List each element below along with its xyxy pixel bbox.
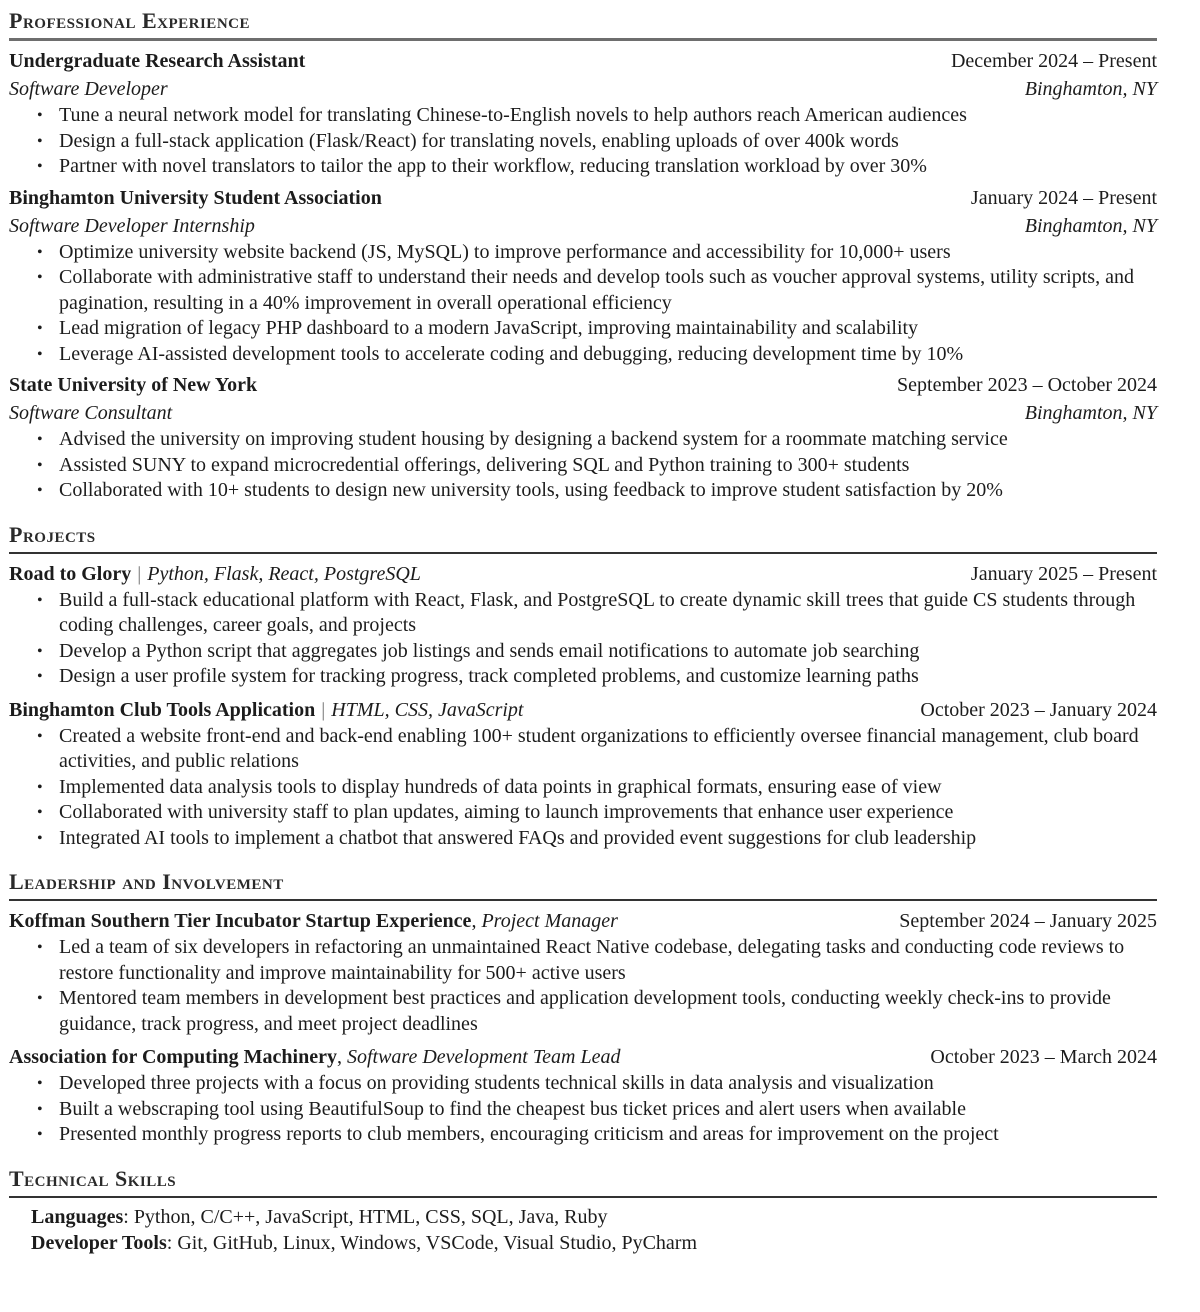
project-name: Binghamton Club Tools Application — [9, 698, 316, 721]
bullet-item: • Assisted SUNY to expand microcredential offerings, delivering SQL and Python training to 300+ students — [59, 453, 1157, 479]
entry-location: Binghamton, NY — [1024, 214, 1157, 237]
skills-list — [9, 1204, 1157, 1256]
section-skills — [9, 1166, 1157, 1256]
section-divider — [9, 552, 1157, 554]
section-divider — [9, 899, 1157, 901]
bullet-item: • Design a user profile system for tracking progress, track completed problems, and customize learning paths — [59, 664, 1157, 690]
bullet-item: • Leverage AI-assisted development tools to accelerate coding and debugging, reducing development time by 10% — [59, 342, 1157, 368]
entry-dates: September 2023 – October 2024 — [897, 374, 1157, 396]
entry-role: Project Manager — [481, 910, 618, 932]
bullet-item: • Built a webscraping tool using BeautifulSoup to find the cheapest bus ticket prices and alert users when available — [59, 1097, 1157, 1123]
skills-label: Developer Tools — [31, 1231, 167, 1254]
bullet-item: • Develop a Python script that aggregates job listings and sends email notifications to automate job searching — [59, 639, 1157, 665]
bullet-item: • Lead migration of legacy PHP dashboard to a modern JavaScript, improving maintainability and scalability — [59, 316, 1157, 342]
skills-value: Python, C/C++, JavaScript, HTML, CSS, SQL, Java, Ruby — [133, 1205, 608, 1228]
entry-header: Association for Computing Machinery, Software Development Team Lead October 2023 – March 2024 — [9, 1043, 1157, 1071]
entry-subheader — [9, 212, 1157, 240]
experience-entry — [9, 371, 1157, 504]
entry-role: Software Developer — [9, 78, 168, 100]
bullet-item: • Led a team of six developers in refactoring an unmaintained React Native codebase, delegating tasks and conducting code reviews to restore functionality and improve maintainability for 500+ active users — [59, 935, 1157, 986]
bullet-item: • Presented monthly progress reports to club members, encouraging criticism and areas for improvement on the project — [59, 1122, 1157, 1148]
bullet-item: • Created a website front-end and back-end enabling 100+ student organizations to efficiently oversee financial management, club board activities, and public relations — [59, 724, 1157, 775]
entry-header — [9, 560, 1157, 588]
bullet-item: • Developed three projects with a focus on providing students technical skills in data analysis and visualization — [59, 1071, 1157, 1097]
project-tech: HTML, CSS, JavaScript — [331, 698, 524, 721]
entry-dates: December 2024 – Present — [950, 50, 1157, 72]
entry-org: Koffman Southern Tier Incubator Startup Experience — [9, 910, 472, 932]
bullet-item: • Collaborate with administrative staff to understand their needs and develop tools such as voucher approval systems, utility scripts, and pagination, resulting in a 40% improvement in overall operational efficiency — [59, 265, 1157, 316]
entry-location: Binghamton, NY — [1024, 402, 1157, 424]
section-title: Technical Skills — [9, 1165, 177, 1191]
entry-location: Binghamton, NY — [1024, 78, 1157, 100]
skills-label: Languages — [31, 1205, 124, 1228]
bullet-item: • Optimize university website backend (JS, MySQL) to improve performance and accessibility for 10,000+ users — [59, 240, 1157, 266]
section-divider — [9, 1196, 1157, 1198]
leadership-entry — [9, 907, 1157, 1037]
section-projects — [9, 522, 1157, 852]
entry-header — [9, 184, 1157, 212]
skills-row: Languages: Python, C/C++, JavaScript, HTML, CSS, SQL, Java, Ruby — [31, 1205, 608, 1228]
bullet-list — [9, 1071, 1157, 1148]
bullet-list — [9, 427, 1157, 504]
entry-role: Software Developer Internship — [9, 214, 255, 237]
entry-header: Koffman Southern Tier Incubator Startup Experience, Project Manager September 2024 – January 2025 — [9, 907, 1157, 935]
bullet-item: • Build a full-stack educational platform with React, Flask, and PostgreSQL to create dynamic skill trees that guide CS students through coding challenges, career goals, and projects — [59, 588, 1157, 639]
skills-value: Git, GitHub, Linux, Windows, VSCode, Visual Studio, PyCharm — [177, 1231, 698, 1254]
bullet-item: • Integrated AI tools to implement a chatbot that answered FAQs and provided event suggestions for club leadership — [59, 826, 1157, 852]
entry-header — [9, 47, 1157, 75]
entry-dates: October 2023 – March 2024 — [930, 1046, 1157, 1068]
skills-row: Developer Tools: Git, GitHub, Linux, Windows, VSCode, Visual Studio, PyCharm — [31, 1231, 698, 1254]
entry-org: Binghamton University Student Association — [9, 186, 382, 209]
separator: | — [137, 562, 142, 585]
leadership-entry — [9, 1043, 1157, 1148]
bullet-list — [9, 103, 1157, 180]
entry-dates: January 2024 – Present — [970, 186, 1157, 209]
section-title: Professional Experience — [9, 8, 250, 33]
bullet-list — [9, 935, 1157, 1037]
bullet-item: • Mentored team members in development best practices and application development tools, conducting weekly check-ins to provide guidance, track progress, and meet project deadlines — [59, 986, 1157, 1037]
section-leadership — [9, 869, 1157, 1148]
project-entry — [9, 560, 1157, 690]
bullet-item: • Collaborated with 10+ students to design new university tools, using feedback to improve student satisfaction by 20% — [59, 478, 1157, 504]
bullet-list — [9, 588, 1157, 690]
bullet-item: • Tune a neural network model for translating Chinese-to-English novels to help authors reach American audiences — [59, 103, 1157, 129]
bullet-list — [9, 724, 1157, 852]
entry-header — [9, 371, 1157, 399]
separator: | — [321, 698, 326, 721]
entry-dates: October 2023 – January 2024 — [920, 698, 1157, 721]
section-divider — [9, 38, 1157, 41]
entry-org: Undergraduate Research Assistant — [9, 50, 306, 72]
entry-subheader — [9, 399, 1157, 427]
experience-entry — [9, 184, 1157, 368]
section-experience — [9, 0, 1157, 504]
entry-role: Software Consultant — [9, 402, 173, 424]
bullet-item: • Collaborated with university staff to plan updates, aiming to launch improvements that enhance user experience — [59, 800, 1157, 826]
project-tech: Python, Flask, React, PostgreSQL — [147, 562, 421, 585]
bullet-item: • Design a full-stack application (Flask/React) for translating novels, enabling uploads of over 400k words — [59, 129, 1157, 155]
entry-subheader — [9, 75, 1157, 103]
bullet-item: • Advised the university on improving student housing by designing a backend system for a roommate matching service — [59, 427, 1157, 453]
bullet-item: • Partner with novel translators to tailor the app to their workflow, reducing translation workload by over 30% — [59, 154, 1157, 180]
entry-org: Association for Computing Machinery — [9, 1046, 337, 1068]
entry-org: State University of New York — [9, 374, 258, 396]
entry-role: Software Development Team Lead — [346, 1046, 621, 1068]
experience-entry — [9, 47, 1157, 180]
entry-dates: January 2025 – Present — [970, 562, 1157, 585]
section-title: Projects — [9, 521, 96, 547]
resume-page — [9, 0, 1157, 1256]
bullet-item: • Implemented data analysis tools to display hundreds of data points in graphical formats, ensuring ease of view — [59, 775, 1157, 801]
project-name: Road to Glory — [9, 562, 132, 585]
bullet-list — [9, 240, 1157, 368]
project-entry — [9, 696, 1157, 852]
entry-header — [9, 696, 1157, 724]
section-title: Leadership and Involvement — [9, 869, 284, 894]
entry-dates: September 2024 – January 2025 — [899, 910, 1157, 932]
